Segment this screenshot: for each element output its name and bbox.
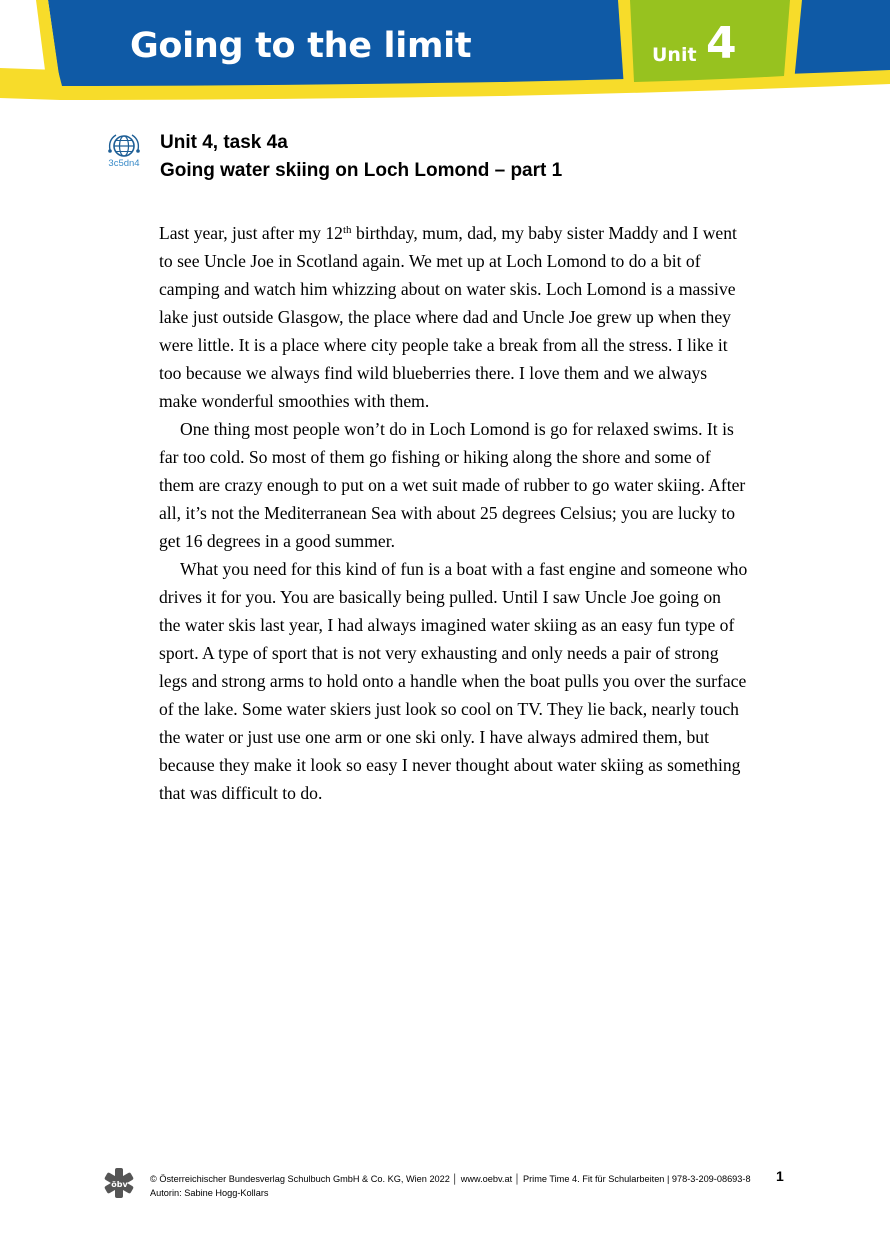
publisher-logo [104,1167,134,1199]
story-line: One thing most people won’t do in Loch Lomond is go for relaxed swims. It is [180,419,734,439]
story-line: because they make it look so easy I never thought about water skiing as something [159,755,741,775]
footer-line: © Österreichischer Bundesverlag Schulbuch GmbH & Co. KG, Wien 2022 │ www.oebv.at │ Prime Time 4. Fit für Schularbeiten | 978-3-209-08693-8 [150,1174,751,1184]
story-line: them are crazy enough to put on a wet suit made of rubber to go water skiing. After [159,475,746,495]
story-line: legs and strong arms to hold onto a handle when the boat pulls you over the surface [159,671,747,691]
unit-number: 4 [706,18,737,69]
page-title: Going to the limit [130,26,472,66]
story-segment: Last year, just after my 12 [159,223,343,243]
unit-label: Unit [652,44,697,66]
story-line: drives it for you. You are basically being pulled. Until I saw Uncle Joe going on [159,587,721,607]
story-line: make wonderful smoothies with them. [159,391,430,411]
story-line: get 16 degrees in a good summer. [159,531,395,551]
page-number: 1 [776,1168,784,1184]
ordinal-suffix: th [342,224,352,236]
story-line: all, it’s not the Mediterranean Sea with about 25 degrees Celsius; you are lucky to [159,503,736,523]
task-title: Going water skiing on Loch Lomond – part 1 [160,160,563,181]
story-line: camping and watch him whizzing about on water skis. Loch Lomond is a massive [159,279,736,299]
story-line: that was difficult to do. [159,783,323,803]
story-line: were little. It is a place where city people take a break from all the stress. I like it [159,335,728,355]
task-label: Unit 4, task 4a [160,132,288,153]
logo-text: öbv [111,1180,128,1189]
story-line: the water or just use one arm or one ski only. I have always admired them, but [159,727,709,747]
globe-icon[interactable] [106,132,142,160]
story-line: the water skis last year, I had always imagined water skiing as an easy fun type of [159,615,735,635]
story-line [159,219,791,247]
story-line: lake just outside Glasgow, the place where dad and Uncle Joe grew up when they [159,307,731,327]
story-line: sport. A type of sport that is not very exhausting and only needs a pair of strong [159,643,719,663]
footer-copyright [150,1172,751,1200]
task-heading [160,129,562,185]
story-line: to see Uncle Joe in Scotland again. We met up at Loch Lomond to do a bit of [159,251,701,271]
web-code[interactable]: 3c5dn4 [108,158,140,169]
footer-author: Autorin: Sabine Hogg-Kollars [150,1188,269,1198]
story-segment: birthday, mum, dad, my baby sister Maddy and I went [351,223,737,243]
story-line: far too cold. So most of them go fishing or hiking along the shore and some of [159,447,711,467]
story-line: of the lake. Some water skiers just look so cool on TV. They lie back, nearly touch [159,699,739,719]
story-line: too because we always find wild blueberries there. I love them and we always [159,363,708,383]
story-text [159,219,791,807]
story-line: What you need for this kind of fun is a boat with a fast engine and someone who [180,559,748,579]
